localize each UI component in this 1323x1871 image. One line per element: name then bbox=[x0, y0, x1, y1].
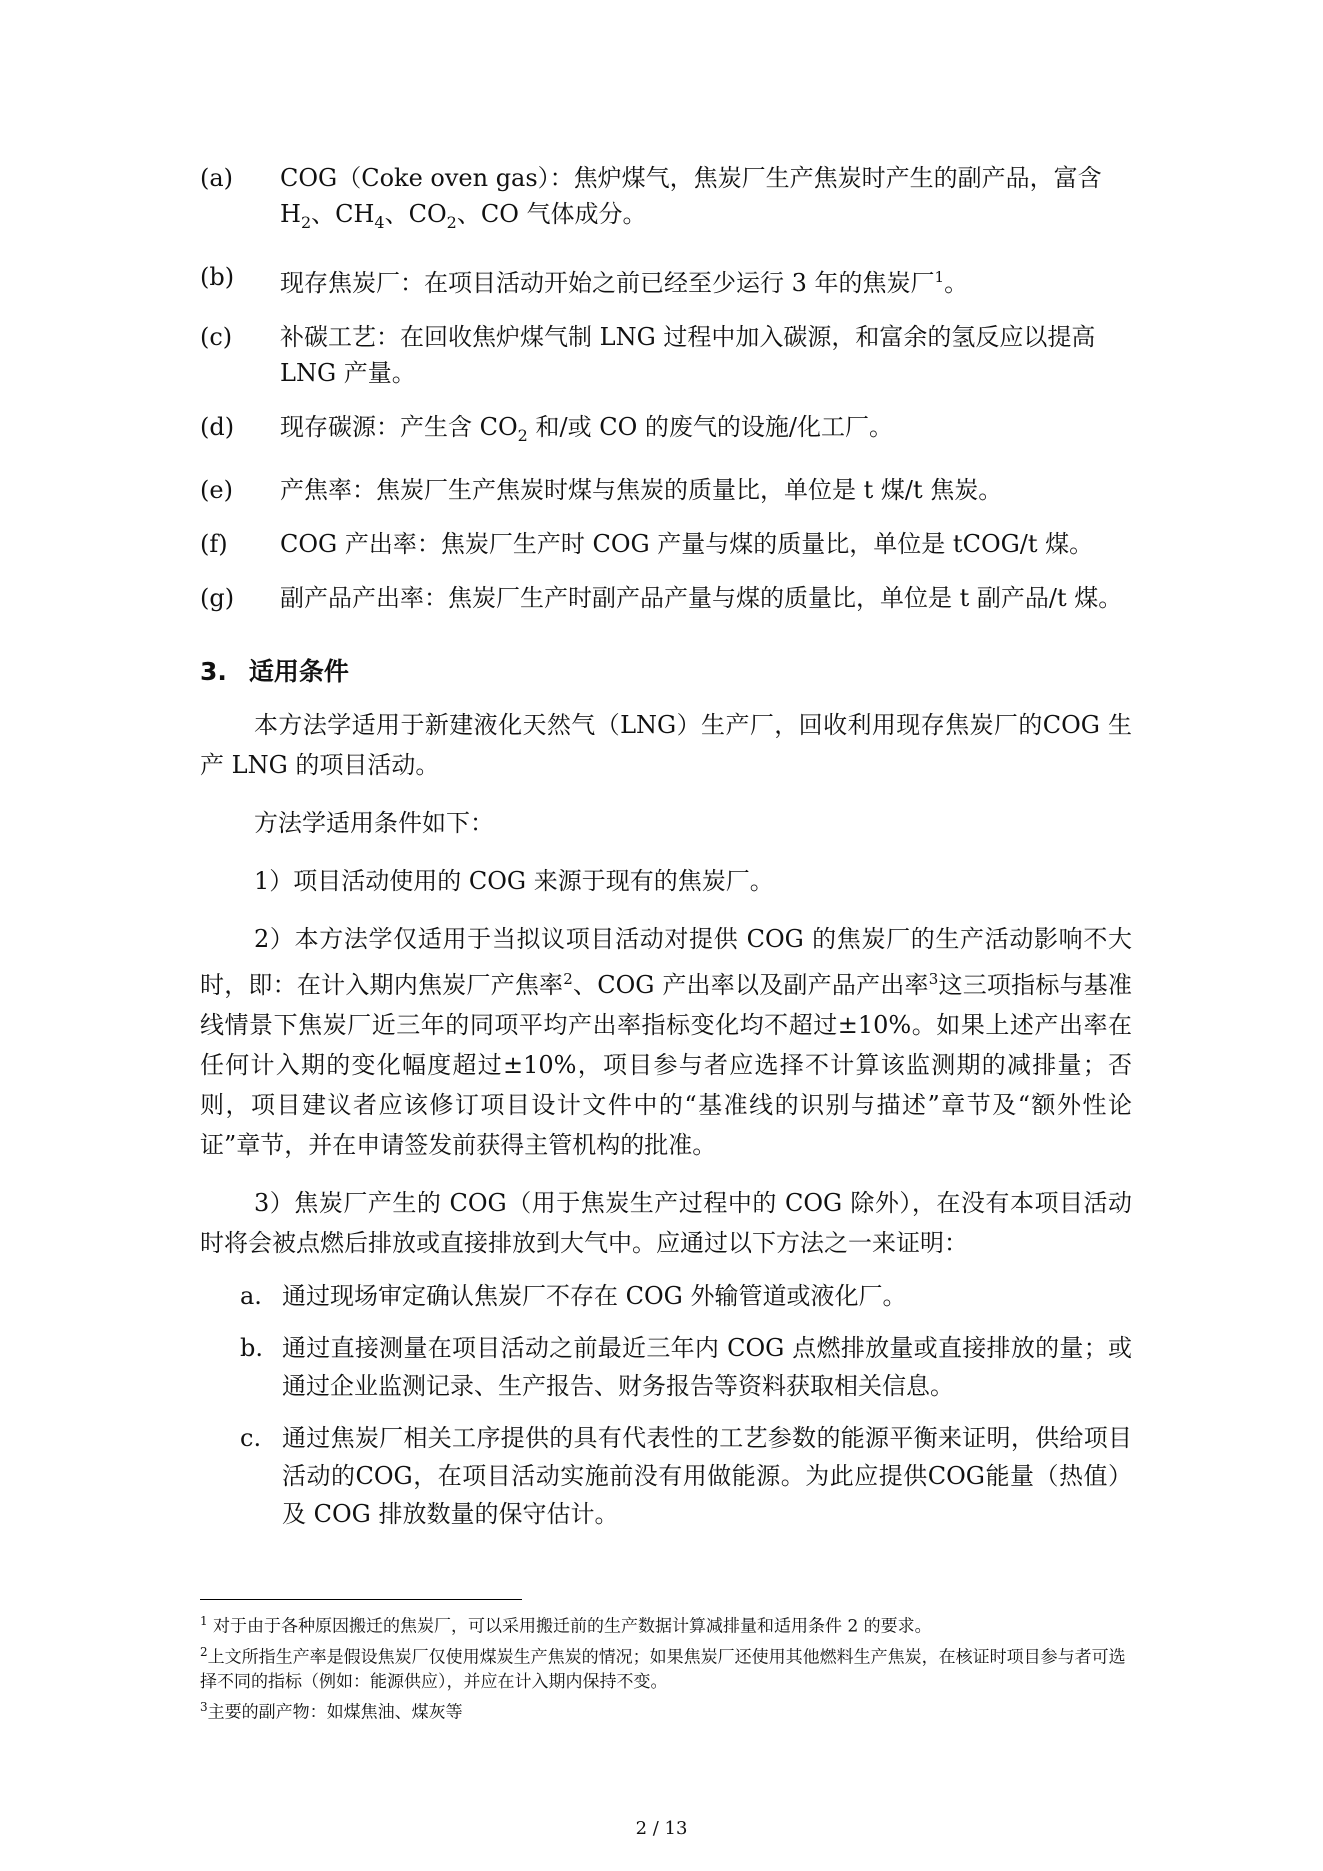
definition-label: (g) bbox=[200, 583, 235, 612]
list-item: b. 通过直接测量在项目活动之前最近三年内 COG 点燃排放量或直接排放的量；或通过企业监测记录、生产报告、财务报告等资料获取相关信息。 bbox=[240, 1329, 1132, 1405]
paragraph: 本方法学适用于新建液化天然气（LNG）生产厂，回收利用现存焦炭厂的COG 生产 LNG 的项目活动。 bbox=[200, 711, 1132, 779]
definition-item: (g) 副产品产出率：焦炭厂生产时副产品产量与煤的质量比，单位是 t 副产品/t 煤。 bbox=[200, 580, 1132, 616]
definition-label: (e) bbox=[200, 475, 233, 504]
definition-item: (a) COG（Coke oven gas）：焦炉煤气，焦炭厂生产焦炭时产生的副产品，富含 $H_2$、$CH_4$、$CO_2$、CO 气体成分。 bbox=[200, 160, 1132, 241]
paragraph: 3）焦炭厂产生的 COG（用于焦炭生产过程中的 COG 除外），在没有本项目活动时将会被点燃后排放或直接排放到大气中。应通过以下方法之一来证明： bbox=[200, 1189, 1132, 1257]
definition-item: (f) COG 产出率：焦炭厂生产时 COG 产量与煤的质量比，单位是 tCOG/t 煤。 bbox=[200, 526, 1132, 562]
paragraph: 1）项目活动使用的 COG 来源于现有的焦炭厂。 bbox=[254, 867, 774, 895]
footnote-ref: 2 bbox=[563, 970, 573, 988]
definition-item: (b) 现存焦炭厂：在项目活动开始之前已经至少运行 3 年的焦炭厂$^1$。 bbox=[200, 259, 1132, 301]
definitions-list bbox=[200, 160, 1132, 634]
definition-item: (d) 现存碳源：产生含 $CO_2$ 和/或 CO 的废气的设施/化工厂。 bbox=[200, 409, 1132, 454]
list-label: a. bbox=[240, 1282, 262, 1310]
footnote-ref: 3 bbox=[928, 970, 939, 988]
footnote: $^1$ 对于由于各种原因搬迁的焦炭厂，可以采用搬迁前的生产数据计算减排量和适用条件 2 的要求。 bbox=[200, 1614, 932, 1637]
page-number: 2 / 13 bbox=[635, 1818, 688, 1839]
footnote-divider bbox=[200, 1599, 522, 1600]
list-label: c. bbox=[240, 1424, 262, 1452]
section-body bbox=[200, 705, 1132, 1547]
list-label: b. bbox=[240, 1334, 263, 1362]
section-heading bbox=[200, 652, 349, 688]
definition-label: (c) bbox=[200, 322, 233, 351]
definition-label: (b) bbox=[200, 262, 235, 291]
definition-label: (f) bbox=[200, 529, 228, 558]
definition-label: (d) bbox=[200, 412, 235, 441]
list-item: c. 通过焦炭厂相关工序提供的具有代表性的工艺参数的能源平衡来证明，供给项目活动的COG，在项目活动实施前没有用做能源。为此应提供COG能量（热值）及 COG 排放数量的保守估计。 bbox=[240, 1419, 1132, 1533]
footnote: $^3$主要的副产物：如煤焦油、煤灰等 bbox=[200, 1700, 463, 1723]
footnotes bbox=[200, 1609, 1132, 1726]
section-number: 3. bbox=[200, 657, 227, 686]
list-item: a. 通过现场审定确认焦炭厂不存在 COG 外输管道或液化厂。 bbox=[240, 1277, 1132, 1315]
paragraph: 2）本方法学仅适用于当拟议项目活动对提供 COG 的焦炭厂的生产活动影响不大时，即：在计入期内焦炭厂产焦率$^2$、COG 产出率以及副产品产出率$^3$这三项指标与基准线情景下焦炭厂近三年的同项平均产出率指标变化均不超过±10%。如果上述产出率在任何计入期的变化幅度超过±10%，项目参与者应选择不计算该监测期的减排量；否则，项目建议者应该修订项目设计文件中的“基准线的识别与描述”章节及“额外性论证”章节，并在申请签发前获得主管机构的批准。 bbox=[200, 925, 1133, 1159]
paragraph: 方法学适用条件如下： bbox=[254, 809, 494, 837]
footnote-ref: 1 bbox=[934, 267, 945, 286]
section-title: 适用条件 bbox=[248, 657, 349, 686]
footnote: $^2$上文所指生产率是假设焦炭厂仅使用煤炭生产焦炭的情况；如果焦炭厂还使用其他燃料生产焦炭，在核证时项目参与者可选择不同的指标（例如：能源供应），并应在计入期内保持不变。 bbox=[200, 1644, 1126, 1693]
definition-label: (a) bbox=[200, 164, 234, 192]
methods-list bbox=[240, 1277, 1132, 1533]
definition-item: (e) 产焦率：焦炭厂生产焦炭时煤与焦炭的质量比，单位是 t 煤/t 焦炭。 bbox=[200, 472, 1132, 508]
definition-item: (c) 补碳工艺：在回收焦炉煤气制 LNG 过程中加入碳源，和富余的氢反应以提高 LNG 产量。 bbox=[200, 319, 1132, 391]
